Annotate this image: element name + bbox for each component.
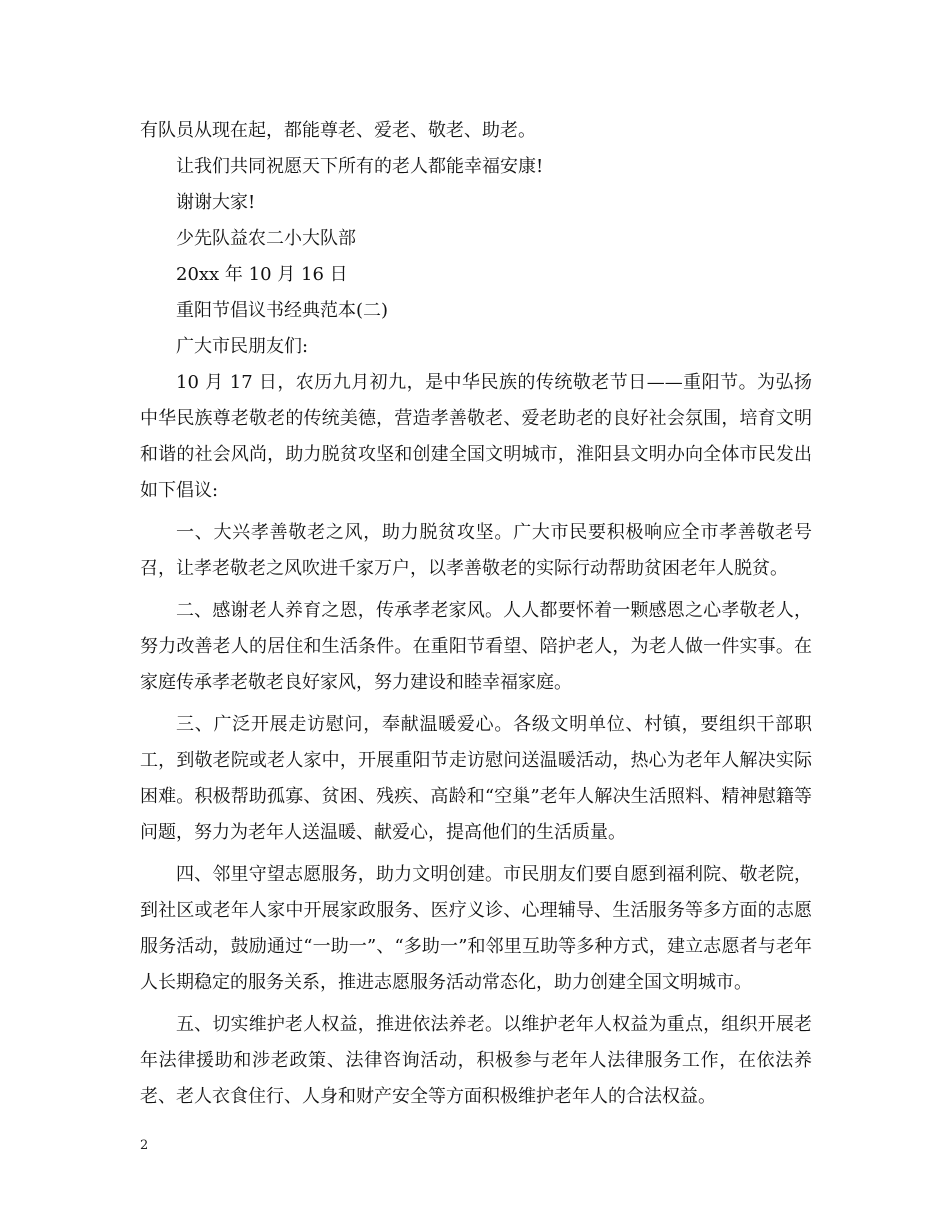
intro-paragraph: 10 月 17 日，农历九月初九，是中华民族的传统敬老节日——重阳节。为弘扬中华民族尊老敬老的传统美德，营造孝善敬老、爱老助老的良好社会氛围，培育文明和谐的社会风尚，助力脱贫攻坚和创建全国文明城市，淮阳县文明办向全体市民发出如下倡议: bbox=[140, 372, 812, 501]
signature-date: 20xx 年 10 月 16 日 bbox=[176, 264, 348, 285]
salutation: 广大市民朋友们: bbox=[176, 336, 309, 357]
proposal-paragraph-3: 三、广泛开展走访慰问，奉献温暖爱心。各级文明单位、村镇，要组织干部职工，到敬老院或老人家中，开展重阳节走访慰问送温暖活动，热心为老年人解决实际困难。积极帮助孤寡、贫困、残疾、高龄和“空巢”老年人解决生活照料、精神慰籍等问题，努力为老年人送温暖、献爱心，提高他们的生活质量。 bbox=[140, 714, 812, 843]
proposal-paragraph-4: 四、邻里守望志愿服务，助力文明创建。市民朋友们要自愿到福利院、敬老院，到社区或老年人家中开展家政服务、医疗义诊、心理辅导、生活服务等多方面的志愿服务活动，鼓励通过“一助一”、“多助一”和邻里互助等多种方式，建立志愿者与老年人长期稳定的服务关系，推进志愿服务活动常态化，助力创建全国文明城市。 bbox=[140, 864, 812, 993]
page-number: 2 bbox=[140, 1138, 149, 1153]
proposal-paragraph-1: 一、大兴孝善敬老之风，助力脱贫攻坚。广大市民要积极响应全市孝善敬老号召，让孝老敬老之风吹进千家万户，以孝善敬老的实际行动帮助贫困老年人脱贫。 bbox=[140, 522, 812, 579]
proposal-paragraph-5: 五、切实维护老人权益，推进依法养老。以维护老年人权益为重点，组织开展老年法律援助和涉老政策、法律咨询活动，积极参与老年人法律服务工作，在依法养老、老人衣食住行、人身和财产安全等方面积极维护老年人的合法权益。 bbox=[140, 1014, 812, 1107]
thanks-line: 谢谢大家! bbox=[176, 192, 256, 213]
proposal-paragraph-2: 二、感谢老人养育之恩，传承孝老家风。人人都要怀着一颗感恩之心孝敬老人，努力改善老人的居住和生活条件。在重阳节看望、陪护老人，为老人做一件实事。在家庭传承孝老敬老良好家风，努力建设和睦幸福家庭。 bbox=[140, 600, 812, 693]
continued-line: 有队员从现在起，都能尊老、爱老、敬老、助老。 bbox=[140, 120, 536, 141]
closing-wish: 让我们共同祝愿天下所有的老人都能幸福安康! bbox=[176, 156, 544, 177]
document-body bbox=[140, 113, 812, 1115]
signature-org: 少先队益农二小大队部 bbox=[176, 228, 356, 249]
section-title: 重阳节倡议书经典范本(二) bbox=[176, 300, 389, 321]
